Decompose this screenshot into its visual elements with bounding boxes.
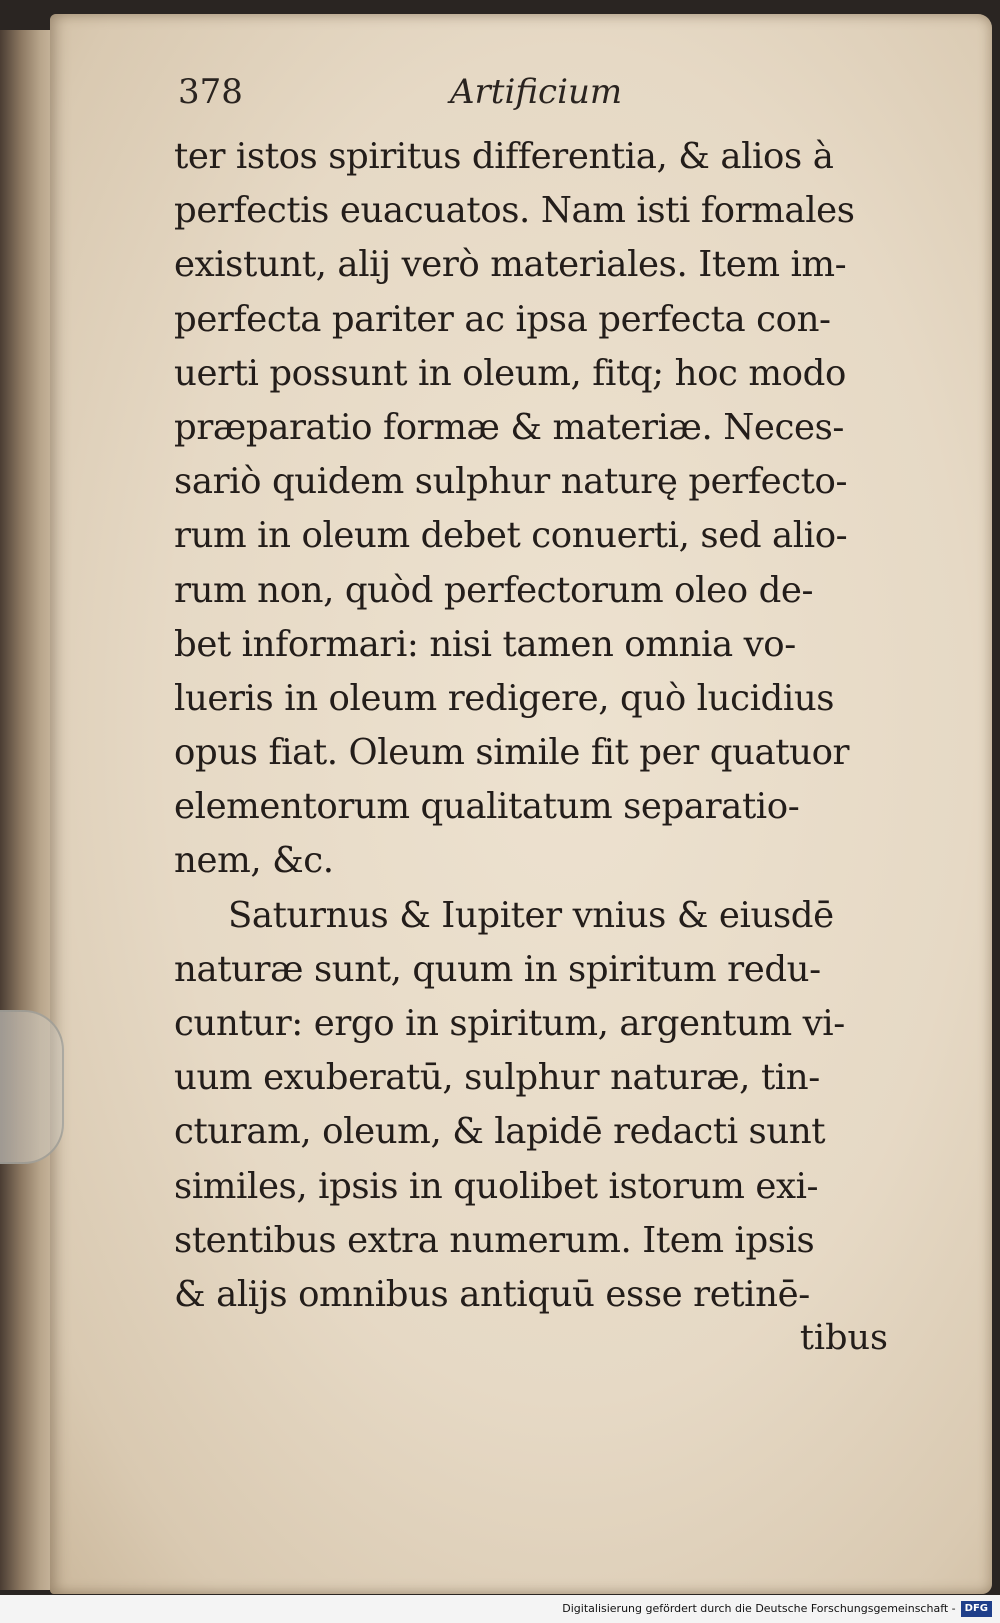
page-clip <box>0 1010 64 1164</box>
body-text <box>174 130 904 1322</box>
text-line: uerti possunt in oleum, fitq; hoc modo <box>174 352 846 394</box>
text-line: naturæ sunt, quum in spiritum redu- <box>174 948 821 990</box>
text-line: cuntur: ergo in spiritum, argentum vi- <box>174 1003 845 1044</box>
text-line: opus fiat. Oleum simile fit per quatuor <box>174 732 850 774</box>
text-line: bet informari: nisi tamen omnia vo- <box>174 623 796 665</box>
text-line: rum in oleum debet conuerti, sed alio- <box>174 515 848 557</box>
text-line: similes, ipsis in quolibet istorum exi- <box>174 1165 819 1207</box>
footer-credit: Digitalisierung gefördert durch die Deutsche Forschungsgemeinschaft - <box>562 1602 956 1615</box>
page-number: 378 <box>178 72 243 112</box>
text-line: perfectis euacuatos. Nam isti formales <box>174 190 855 232</box>
running-title: Artificium <box>450 72 623 112</box>
text-line: lueris in oleum redigere, quò lucidius <box>174 677 835 719</box>
dfg-logo[interactable]: DFG <box>961 1601 992 1617</box>
text-line: existunt, alij verò materiales. Item im- <box>174 244 847 286</box>
text-line: cturam, oleum, & lapidē redacti sunt <box>174 1111 826 1153</box>
text-line: stentibus extra numerum. Item ipsis <box>174 1219 815 1261</box>
text-line: perfecta pariter ac ipsa perfecta con- <box>174 298 831 340</box>
text-line: & alijs omnibus antiquū esse retinē- <box>174 1273 810 1315</box>
text-line: uum exuberatū, sulphur naturæ, tin- <box>174 1057 820 1099</box>
catchword: tibus <box>799 1318 888 1358</box>
text-line: præparatio formæ & materiæ. Neces- <box>174 406 844 448</box>
text-line: sariò quidem sulphur naturę perfecto- <box>174 461 848 503</box>
text-line: elementorum qualitatum separatio- <box>174 786 800 828</box>
running-head <box>178 72 898 122</box>
text-line: rum non, quòd perfectorum oleo de- <box>174 569 814 611</box>
text-line: Saturnus & Iupiter vnius & eiusdē <box>228 894 834 936</box>
text-line: ter istos spiritus differentia, & alios à <box>174 136 834 177</box>
text-line: nem, &c. <box>174 840 334 882</box>
footer-bar <box>0 1595 1000 1623</box>
